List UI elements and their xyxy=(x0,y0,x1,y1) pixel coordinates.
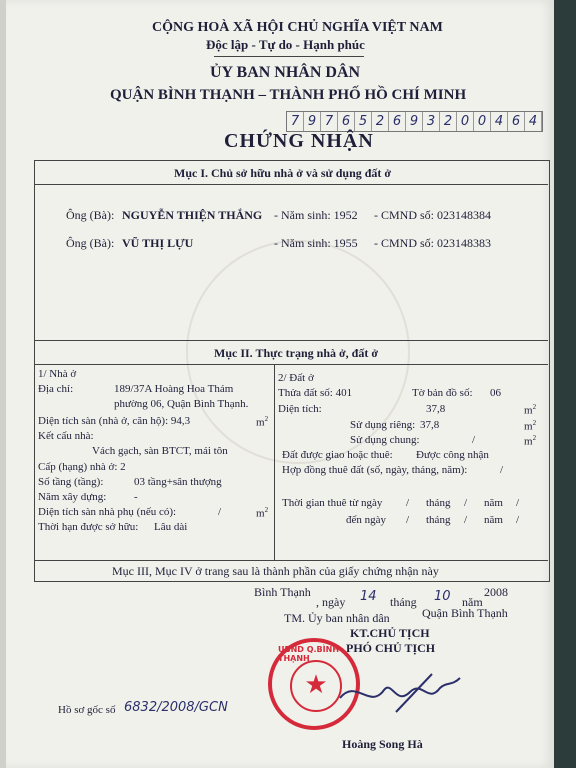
build-year-label: Năm xây dựng: xyxy=(38,491,107,503)
lease-from-month: / xyxy=(464,497,468,509)
map-sheet-value: 06 xyxy=(490,387,501,399)
seal-text: UBND Q.BÌNH THẠNH xyxy=(278,645,340,663)
file-number-label: Hồ sơ gốc số xyxy=(58,704,116,716)
owner1-name: NGUYỄN THIỆN THẮNG xyxy=(122,208,263,222)
serial-digit: 2 xyxy=(440,112,457,131)
lease-from-day: / xyxy=(406,497,410,509)
signer-name: Hoàng Song Hà xyxy=(342,737,423,751)
floors-value: 03 tầng+sân thượng xyxy=(134,476,222,488)
motto: Độc lập - Tự do - Hạnh phúc xyxy=(206,37,365,52)
owner1-id: - CMND số: 023148384 xyxy=(374,208,492,222)
column-divider xyxy=(274,364,275,560)
structure-label: Kết cấu nhà: xyxy=(38,430,94,442)
date-month-label: tháng xyxy=(390,595,417,609)
sign-place: Bình Thạnh xyxy=(254,585,311,599)
land-area-value: 37,8 xyxy=(426,403,446,415)
address-line2: phường 06, Quận Bình Thạnh. xyxy=(114,398,249,410)
floor-area: Diện tích sàn (nhà ở, căn hộ): 94,3 xyxy=(38,415,191,427)
floors-label: Số tầng (tầng): xyxy=(38,476,104,488)
ownership-term-value: Lâu dài xyxy=(154,521,188,533)
authority: ỦY BAN NHÂN DÂN xyxy=(210,64,361,81)
lease-to-month: / xyxy=(464,514,468,526)
serial-digit: 4 xyxy=(525,112,542,131)
divider xyxy=(34,184,548,185)
owner1-birth: - Năm sinh: 1952 xyxy=(274,208,358,222)
lease-to-day: / xyxy=(406,514,410,526)
lease-to-label: đến ngày xyxy=(346,514,387,526)
handwritten-signature xyxy=(336,668,466,718)
map-sheet-label: Tờ bản đồ số: xyxy=(412,387,473,399)
serial-digit: 7 xyxy=(287,112,304,131)
serial-digit: 2 xyxy=(372,112,389,131)
committee-label: TM. Ủy ban nhân dân xyxy=(284,611,390,625)
serial-digit: 0 xyxy=(474,112,491,131)
owner1-label: Ông (Bà): xyxy=(66,208,115,222)
land-area-label: Diện tích: xyxy=(278,403,322,415)
owner2-birth: - Năm sinh: 1955 xyxy=(274,236,358,250)
lease-from-year-label: năm xyxy=(484,497,503,509)
date-month: 10 xyxy=(434,589,451,604)
owner2-label: Ông (Bà): xyxy=(66,236,115,250)
star-icon: ★ xyxy=(304,670,328,700)
common-use-value: / xyxy=(472,434,476,446)
house-heading: 1/ Nhà ở xyxy=(38,368,77,380)
serial-digit: 6 xyxy=(389,112,406,131)
serial-digit: 4 xyxy=(491,112,508,131)
serial-digit: 9 xyxy=(304,112,321,131)
unit-m2: $m^2$ xyxy=(256,506,269,520)
divider xyxy=(34,364,548,365)
land-grant-label: Đất được giao hoặc thuê: xyxy=(282,449,393,461)
document-title: CHỨNG NHẬN xyxy=(224,130,374,152)
private-use-label: Sử dụng riêng: xyxy=(350,419,416,431)
annex-area-value: / xyxy=(218,506,222,518)
section2-heading: Mục II. Thực trạng nhà ở, đất ở xyxy=(214,346,378,360)
date-day: 14 xyxy=(360,589,377,604)
serial-digit: 6 xyxy=(508,112,525,131)
date-prefix: , ngày xyxy=(316,595,346,609)
district-line: QUẬN BÌNH THẠNH – THÀNH PHỐ HỒ CHÍ MINH xyxy=(110,87,467,103)
serial-digit: 6 xyxy=(338,112,355,131)
serial-digit: 3 xyxy=(423,112,440,131)
unit-m2: $m^2$ xyxy=(524,419,537,433)
continuation-note: Mục III, Mục IV ở trang sau là thành phần của giấy chứng nhận này xyxy=(112,564,439,578)
certificate-page xyxy=(6,0,554,768)
date-year-label: năm xyxy=(462,595,483,609)
serial-digit: 9 xyxy=(406,112,423,131)
signatory-subtitle: PHÓ CHỦ TỊCH xyxy=(346,641,436,655)
divider xyxy=(34,340,548,341)
committee-district: Quận Bình Thạnh xyxy=(422,606,508,620)
serial-digit: 7 xyxy=(321,112,338,131)
unit-m2: $m^2$ xyxy=(524,403,537,417)
house-grade: Cấp (hạng) nhà ở: 2 xyxy=(38,461,126,473)
section1-heading: Mục I. Chủ sở hữu nhà ở và sử dụng đất ở xyxy=(174,166,392,180)
lease-contract-label: Hợp đồng thuê đất (số, ngày, tháng, năm): xyxy=(282,464,468,476)
owner2-name: VŨ THỊ LỰU xyxy=(122,236,194,250)
unit-m2: $m^2$ xyxy=(256,415,269,429)
structure-value: Vách gạch, sàn BTCT, mái tôn xyxy=(92,445,228,457)
seal-emblem xyxy=(290,660,342,712)
lease-from-label: Thời gian thuê từ ngày xyxy=(282,497,383,509)
date-year: 2008 xyxy=(484,585,508,599)
signatory-title: KT.CHỦ TỊCH xyxy=(350,626,430,640)
lease-contract-value: / xyxy=(500,464,504,476)
address-label: Địa chỉ: xyxy=(38,383,74,395)
lease-from-month-label: tháng xyxy=(426,497,451,509)
parcel-number: Thửa đất số: 401 xyxy=(278,387,353,399)
address-line1: 189/37A Hoàng Hoa Thám xyxy=(114,383,234,395)
lease-to-month-label: tháng xyxy=(426,514,451,526)
ownership-term-label: Thời hạn được sở hữu: xyxy=(38,521,139,533)
common-use-label: Sử dụng chung: xyxy=(350,434,420,446)
land-grant-value: Được công nhận xyxy=(416,449,489,461)
serial-digit: 0 xyxy=(457,112,474,131)
form-frame xyxy=(34,160,550,582)
owner2-id: - CMND số: 023148383 xyxy=(374,236,492,250)
build-year-value: - xyxy=(134,491,138,503)
divider xyxy=(34,560,548,561)
unit-m2: $m^2$ xyxy=(524,434,537,448)
serial-digit: 5 xyxy=(355,112,372,131)
nation-title: CỘNG HOÀ XÃ HỘI CHỦ NGHĨA VIỆT NAM xyxy=(152,20,443,35)
private-use-value: 37,8 xyxy=(420,419,440,431)
lease-to-year: / xyxy=(516,514,520,526)
motto-underline xyxy=(214,56,364,57)
lease-from-year: / xyxy=(516,497,520,509)
lease-to-year-label: năm xyxy=(484,514,503,526)
serial-number-boxes xyxy=(286,111,543,132)
annex-area-label: Diện tích sàn nhà phụ (nếu có): xyxy=(38,506,177,518)
land-heading: 2/ Đất ở xyxy=(278,372,314,384)
file-number-value: 6832/2008/GCN xyxy=(124,700,228,715)
